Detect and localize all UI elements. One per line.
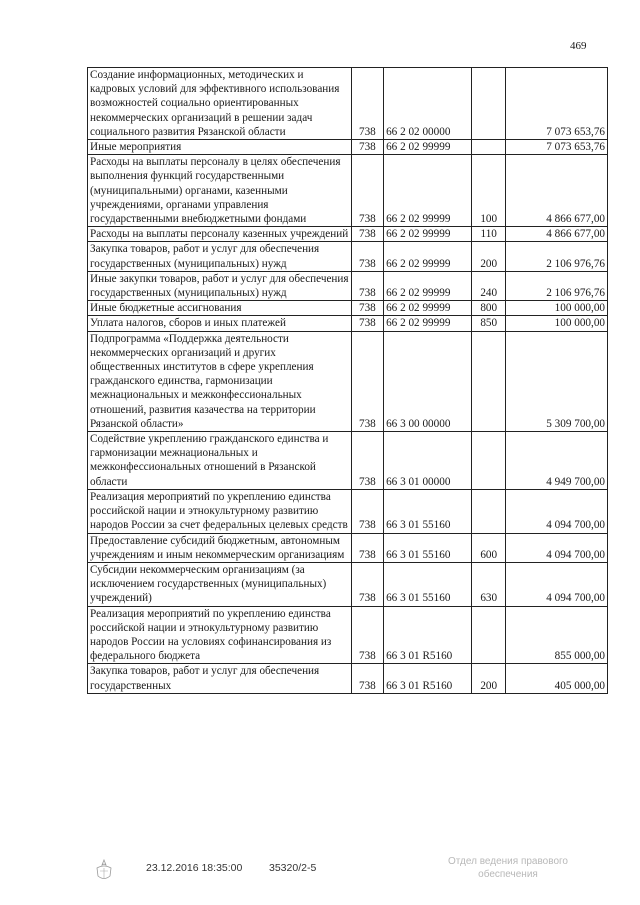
table-row xyxy=(88,242,608,271)
footer-datetime: 23.12.2016 18:35:00 xyxy=(146,862,243,874)
table-row xyxy=(88,432,608,490)
emblem-icon xyxy=(91,858,117,884)
row-admin-code-cell: 738 xyxy=(351,562,383,606)
row-admin-code-cell: 738 xyxy=(351,242,383,271)
row-expense-type-cell: 800 xyxy=(471,301,506,316)
row-name-cell: Содействие укреплению гражданского единства и гармонизации межнациональных и межконфессиональных отношений в Рязанской области xyxy=(88,432,352,490)
row-name-cell: Иные бюджетные ассигнования xyxy=(88,301,352,316)
row-name-cell: Закупка товаров, работ и услуг для обеспечения государственных (муниципальных) нужд xyxy=(88,242,352,271)
row-expense-type-cell: 630 xyxy=(471,562,506,606)
row-admin-code-cell: 738 xyxy=(351,316,383,331)
table-row xyxy=(88,155,608,227)
row-sum-cell: 7 073 653,76 xyxy=(506,140,608,155)
budget-table xyxy=(87,67,608,694)
row-target-code-cell: 66 3 00 00000 xyxy=(384,331,472,431)
table-row xyxy=(88,68,608,140)
row-target-code-cell: 66 2 02 99999 xyxy=(384,242,472,271)
row-sum-cell: 100 000,00 xyxy=(506,316,608,331)
row-target-code-cell: 66 3 01 55160 xyxy=(384,489,472,533)
table-row xyxy=(88,331,608,431)
row-target-code-cell: 66 3 01 00000 xyxy=(384,432,472,490)
table-row xyxy=(88,227,608,242)
row-expense-type-cell: 240 xyxy=(471,271,506,300)
row-name-cell: Расходы на выплаты персоналу в целях обеспечения выполнения функций государственными (муниципальными) органами, казенными учреждениями, органами управления государственными внебюджетными фондами xyxy=(88,155,352,227)
row-admin-code-cell: 738 xyxy=(351,68,383,140)
row-name-cell: Закупка товаров, работ и услуг для обеспечения государственных xyxy=(88,664,352,693)
row-target-code-cell: 66 2 02 99999 xyxy=(384,316,472,331)
row-name-cell: Субсидии некоммерческим организациям (за исключением государственных (муниципальных) учреждений) xyxy=(88,562,352,606)
row-name-cell: Иные мероприятия xyxy=(88,140,352,155)
row-name-cell: Предоставление субсидий бюджетным, автономным учреждениям и иным некоммерческим организациям xyxy=(88,533,352,562)
row-name-cell: Реализация мероприятий по укреплению единства российской нации и этнокультурному развитию народов России за счет федеральных целевых средств xyxy=(88,489,352,533)
footer-stamp-line-2: обеспечения xyxy=(478,869,538,880)
row-target-code-cell: 66 2 02 99999 xyxy=(384,271,472,300)
row-expense-type-cell: 600 xyxy=(471,533,506,562)
row-expense-type-cell xyxy=(471,489,506,533)
table-row xyxy=(88,489,608,533)
row-sum-cell: 4 094 700,00 xyxy=(506,489,608,533)
row-target-code-cell: 66 3 01 55160 xyxy=(384,533,472,562)
row-admin-code-cell: 738 xyxy=(351,301,383,316)
table-row xyxy=(88,562,608,606)
row-admin-code-cell: 738 xyxy=(351,606,383,664)
row-expense-type-cell xyxy=(471,68,506,140)
row-name-cell: Иные закупки товаров, работ и услуг для обеспечения государственных (муниципальных) нужд xyxy=(88,271,352,300)
row-admin-code-cell: 738 xyxy=(351,489,383,533)
row-name-cell: Создание информационных, методических и кадровых условий для эффективного использования возможностей социально ориентированных некоммерческих организаций в решении задач социального развития Рязанской области xyxy=(88,68,352,140)
page-number: 469 xyxy=(570,40,587,52)
row-expense-type-cell xyxy=(471,606,506,664)
row-expense-type-cell: 110 xyxy=(471,227,506,242)
row-sum-cell: 100 000,00 xyxy=(506,301,608,316)
footer-stamp-line-1: Отдел ведения правового xyxy=(448,856,568,867)
row-expense-type-cell: 200 xyxy=(471,242,506,271)
row-sum-cell: 4 866 677,00 xyxy=(506,227,608,242)
row-sum-cell: 4 094 700,00 xyxy=(506,533,608,562)
row-admin-code-cell: 738 xyxy=(351,140,383,155)
row-sum-cell: 4 094 700,00 xyxy=(506,562,608,606)
row-admin-code-cell: 738 xyxy=(351,432,383,490)
row-target-code-cell: 66 2 02 00000 xyxy=(384,68,472,140)
row-target-code-cell: 66 2 02 99999 xyxy=(384,155,472,227)
row-name-cell: Подпрограмма «Поддержка деятельности некоммерческих организаций и других общественных институтов в сфере укрепления гражданского единства, гармонизации межнациональных и межконфессиональных отношений, развития казачества на территории Рязанской области» xyxy=(88,331,352,431)
row-sum-cell: 405 000,00 xyxy=(506,664,608,693)
table-row xyxy=(88,533,608,562)
row-expense-type-cell xyxy=(471,331,506,431)
row-sum-cell: 2 106 976,76 xyxy=(506,271,608,300)
row-sum-cell: 4 866 677,00 xyxy=(506,155,608,227)
row-name-cell: Реализация мероприятий по укреплению единства российской нации и этнокультурному развитию народов России на условиях софинансирования из федерального бюджета xyxy=(88,606,352,664)
row-target-code-cell: 66 2 02 99999 xyxy=(384,227,472,242)
row-admin-code-cell: 738 xyxy=(351,227,383,242)
table-row xyxy=(88,606,608,664)
row-target-code-cell: 66 2 02 99999 xyxy=(384,301,472,316)
row-admin-code-cell: 738 xyxy=(351,155,383,227)
row-admin-code-cell: 738 xyxy=(351,271,383,300)
row-expense-type-cell xyxy=(471,432,506,490)
table-row xyxy=(88,140,608,155)
row-name-cell: Расходы на выплаты персоналу казенных учреждений xyxy=(88,227,352,242)
row-admin-code-cell: 738 xyxy=(351,533,383,562)
table-row xyxy=(88,664,608,693)
table-row xyxy=(88,316,608,331)
row-sum-cell: 4 949 700,00 xyxy=(506,432,608,490)
row-sum-cell: 5 309 700,00 xyxy=(506,331,608,431)
row-expense-type-cell: 100 xyxy=(471,155,506,227)
row-target-code-cell: 66 3 01 R5160 xyxy=(384,664,472,693)
row-target-code-cell: 66 2 02 99999 xyxy=(384,140,472,155)
footer-doc-code: 35320/2-5 xyxy=(269,862,317,874)
row-expense-type-cell: 850 xyxy=(471,316,506,331)
table-row xyxy=(88,271,608,300)
row-target-code-cell: 66 3 01 55160 xyxy=(384,562,472,606)
table-row xyxy=(88,301,608,316)
row-expense-type-cell: 200 xyxy=(471,664,506,693)
row-sum-cell: 2 106 976,76 xyxy=(506,242,608,271)
footer-stamp xyxy=(448,855,568,881)
row-sum-cell: 7 073 653,76 xyxy=(506,68,608,140)
row-expense-type-cell xyxy=(471,140,506,155)
row-admin-code-cell: 738 xyxy=(351,664,383,693)
row-admin-code-cell: 738 xyxy=(351,331,383,431)
row-name-cell: Уплата налогов, сборов и иных платежей xyxy=(88,316,352,331)
row-sum-cell: 855 000,00 xyxy=(506,606,608,664)
row-target-code-cell: 66 3 01 R5160 xyxy=(384,606,472,664)
